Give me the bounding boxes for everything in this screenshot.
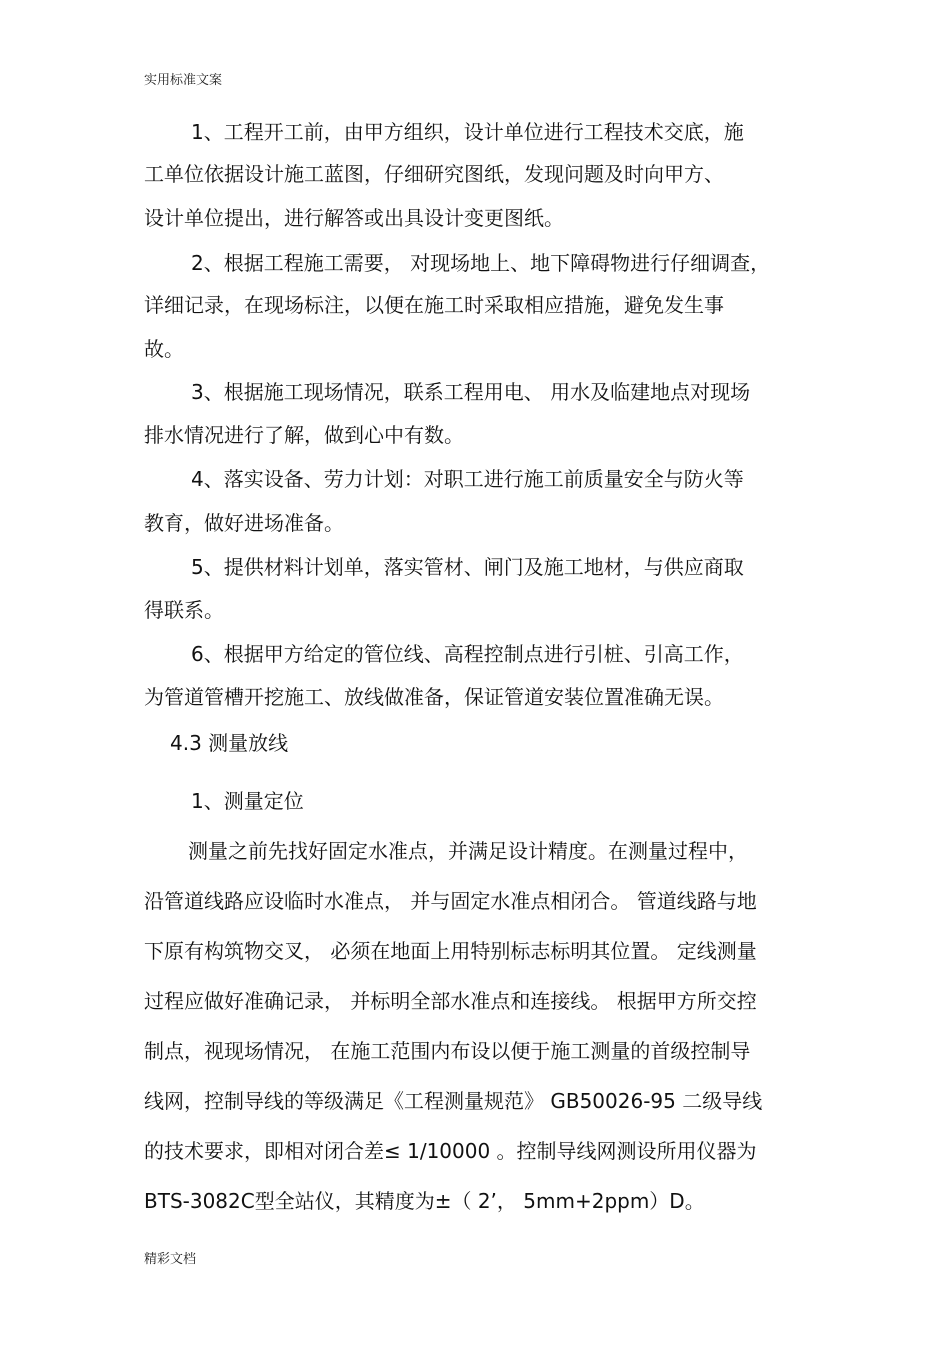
section-heading: 4.3 测量放线 bbox=[170, 731, 289, 755]
text-line: 6、根据甲方给定的管位线、高程控制点进行引桩、引高工作， bbox=[191, 642, 744, 666]
text-line: 沿管道线路应设临时水准点， 并与固定水准点相闭合。 管道线路与地 bbox=[144, 889, 757, 913]
text-line: 2、根据工程施工需要， 对现场地上、地下障碍物进行仔细调查， bbox=[191, 251, 771, 275]
text-line: 3、根据施工现场情况，联系工程用电、 用水及临建地点对现场 bbox=[191, 380, 751, 404]
text-line: BTS-3082C型全站仪，其精度为±（ 2’， 5mm+2ppm）D。 bbox=[144, 1189, 705, 1213]
text-line: 得联系。 bbox=[144, 598, 224, 622]
text-line: 线网，控制导线的等级满足《工程测量规范》 GB50026-95 二级导线 bbox=[144, 1089, 763, 1113]
page-footer: 精彩文档 bbox=[144, 1252, 197, 1267]
text-line: 制点，视现场情况， 在施工范围内布设以便于施工测量的首级控制导 bbox=[144, 1039, 751, 1063]
page-header: 实用标准文案 bbox=[144, 73, 223, 88]
text-line: 排水情况进行了解，做到心中有数。 bbox=[144, 423, 464, 447]
text-line: 下原有构筑物交叉， 必须在地面上用特别标志标明其位置。 定线测量 bbox=[144, 939, 757, 963]
text-line: 详细记录，在现场标注，以便在施工时采取相应措施，避免发生事 bbox=[144, 293, 724, 317]
text-line: 过程应做好准确记录， 并标明全部水准点和连接线。 根据甲方所交控 bbox=[144, 989, 757, 1013]
text-line: 1、工程开工前，由甲方组织，设计单位进行工程技术交底，施 bbox=[191, 120, 744, 144]
text-line: 教育，做好进场准备。 bbox=[144, 511, 344, 535]
text-line: 为管道管槽开挖施工、放线做准备，保证管道安装位置准确无误。 bbox=[144, 685, 724, 709]
text-line: 故。 bbox=[144, 337, 184, 361]
text-line: 工单位依据设计施工蓝图，仔细研究图纸，发现问题及时向甲方、 bbox=[144, 162, 724, 186]
text-line: 测量之前先找好固定水准点，并满足设计精度。在测量过程中， bbox=[188, 839, 748, 863]
text-line: 5、提供材料计划单，落实管材、闸门及施工地材，与供应商取 bbox=[191, 555, 744, 579]
text-line: 4、落实设备、劳力计划：对职工进行施工前质量安全与防火等 bbox=[191, 467, 744, 491]
text-line: 设计单位提出，进行解答或出具设计变更图纸。 bbox=[144, 206, 564, 230]
subsection-heading: 1、测量定位 bbox=[191, 789, 304, 813]
text-line: 的技术要求，即相对闭合差≤ 1/10000 。控制导线网测设所用仪器为 bbox=[144, 1139, 757, 1163]
